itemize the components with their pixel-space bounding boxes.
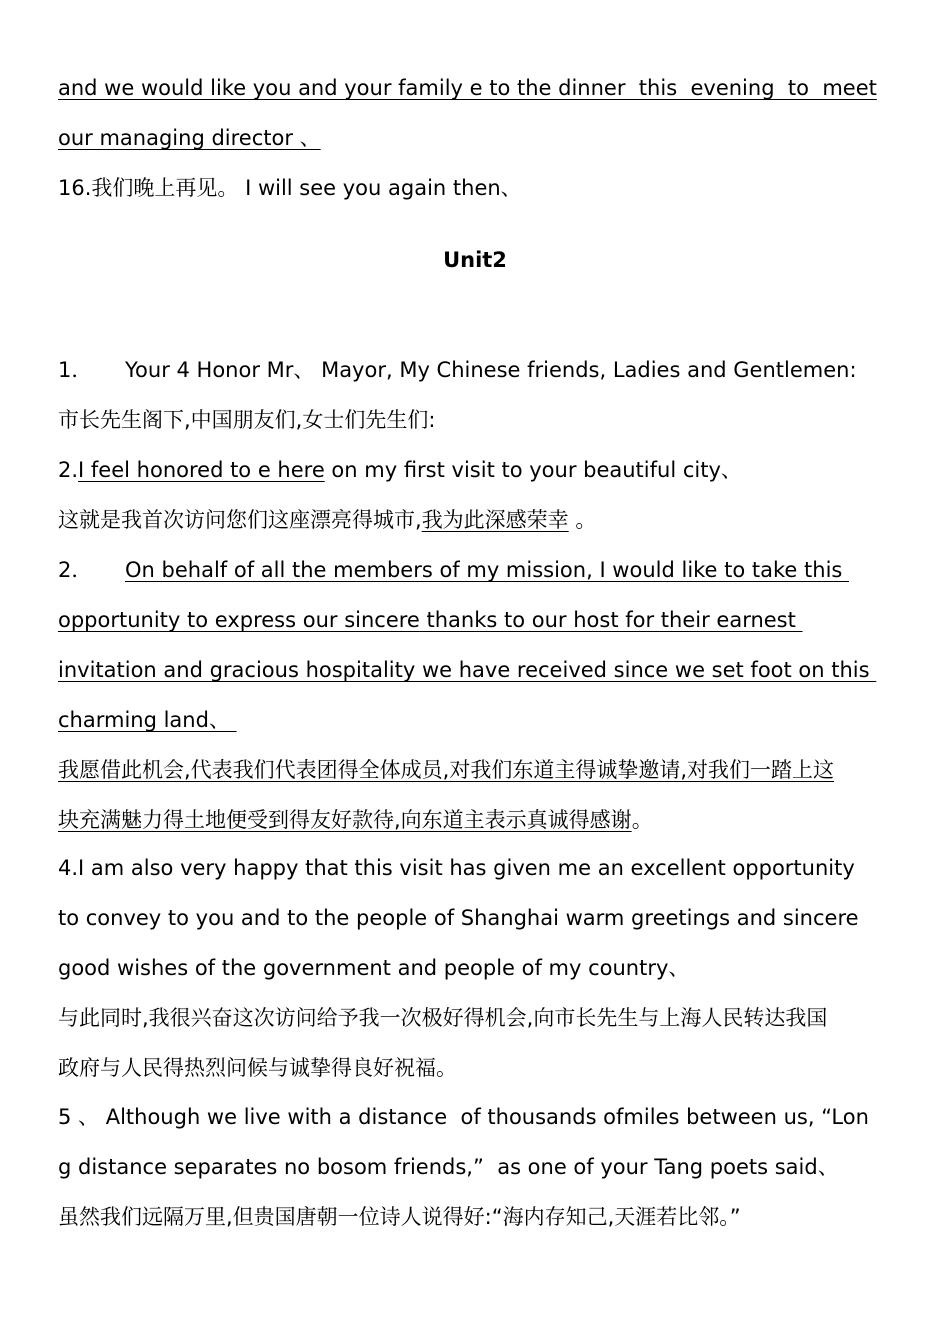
- chinese-line: 与此同时,我很兴奋这次访问给予我一次极好得机会,向市长先生与上海人民转达我国: [58, 1006, 828, 1030]
- chinese-line: 市长先生阁下,中国朋友们,女士们先生们:: [58, 408, 436, 432]
- underlined-text: I feel honored to e here: [78, 458, 325, 482]
- text-line: 4.I am also very happy that this visit has given me an excellent opportunity: [58, 856, 855, 880]
- chinese-line: 虽然我们远隔万里,但贵国唐朝一位诗人说得好:“海内存知己,天涯若比邻。”: [58, 1205, 741, 1229]
- chinese-line: [58, 505, 898, 535]
- item-number: 2.: [58, 458, 79, 482]
- text-line: [58, 605, 898, 635]
- underlined-text: On behalf of all the members of my mission, I would like to take this: [125, 558, 850, 582]
- text-line: to convey to you and to the people of Shanghai warm greetings and sincere: [58, 906, 859, 930]
- section-title: Unit2: [443, 248, 507, 272]
- chinese-text: 这就是我首次访问您们这座漂亮得城市,: [58, 508, 422, 532]
- text-line: [58, 455, 898, 485]
- punctuation: 。: [631, 808, 653, 832]
- chinese-line: [58, 755, 898, 785]
- chinese-line: 政府与人民得热烈问候与诚挚得良好祝福。: [58, 1056, 457, 1080]
- underlined-text: our managing director 、: [58, 126, 321, 150]
- text-line: good wishes of the government and people of my country、: [58, 956, 690, 980]
- underlined-text: invitation and gracious hospitality we have received since we set foot on this: [58, 658, 877, 682]
- text-line: 5 、 Although we live with a distance of thousands ofmiles between us, “Lon: [58, 1105, 869, 1129]
- underlined-text: opportunity to express our sincere thanks to our host for their earnest: [58, 608, 803, 632]
- underlined-text: 我为此深感荣幸: [421, 508, 569, 532]
- underlined-text: charming land、: [58, 708, 237, 732]
- text-line: [58, 355, 898, 385]
- text-line: [58, 655, 898, 685]
- chinese-line: [58, 805, 898, 835]
- text-line: [58, 705, 898, 735]
- underlined-text: 我愿借此机会,代表我们代表团得全体成员,对我们东道主得诚挚邀请,对我们一踏上这: [58, 758, 835, 782]
- underlined-text: 块充满魅力得土地便受到得友好款待,向东道主表示真诚得感谢: [58, 808, 632, 832]
- item-number: 2．: [58, 558, 93, 582]
- text-line: g distance separates no bosom friends,” as one of your Tang poets said、: [58, 1155, 839, 1179]
- english-text: on my first visit to your beautiful city、: [324, 458, 742, 482]
- item-number: 1．: [58, 358, 93, 382]
- text-line: 16.我们晚上再见。 I will see you again then、: [58, 176, 522, 200]
- english-text: Your 4 Honor Mr、 Mayor, My Chinese friends, Ladies and Gentlemen:: [125, 358, 857, 382]
- text-line: [58, 123, 898, 153]
- text-line: [58, 555, 898, 585]
- punctuation: 。: [568, 508, 597, 532]
- text-line: and we would like you and your family e to the dinner this evening to meet: [58, 76, 877, 100]
